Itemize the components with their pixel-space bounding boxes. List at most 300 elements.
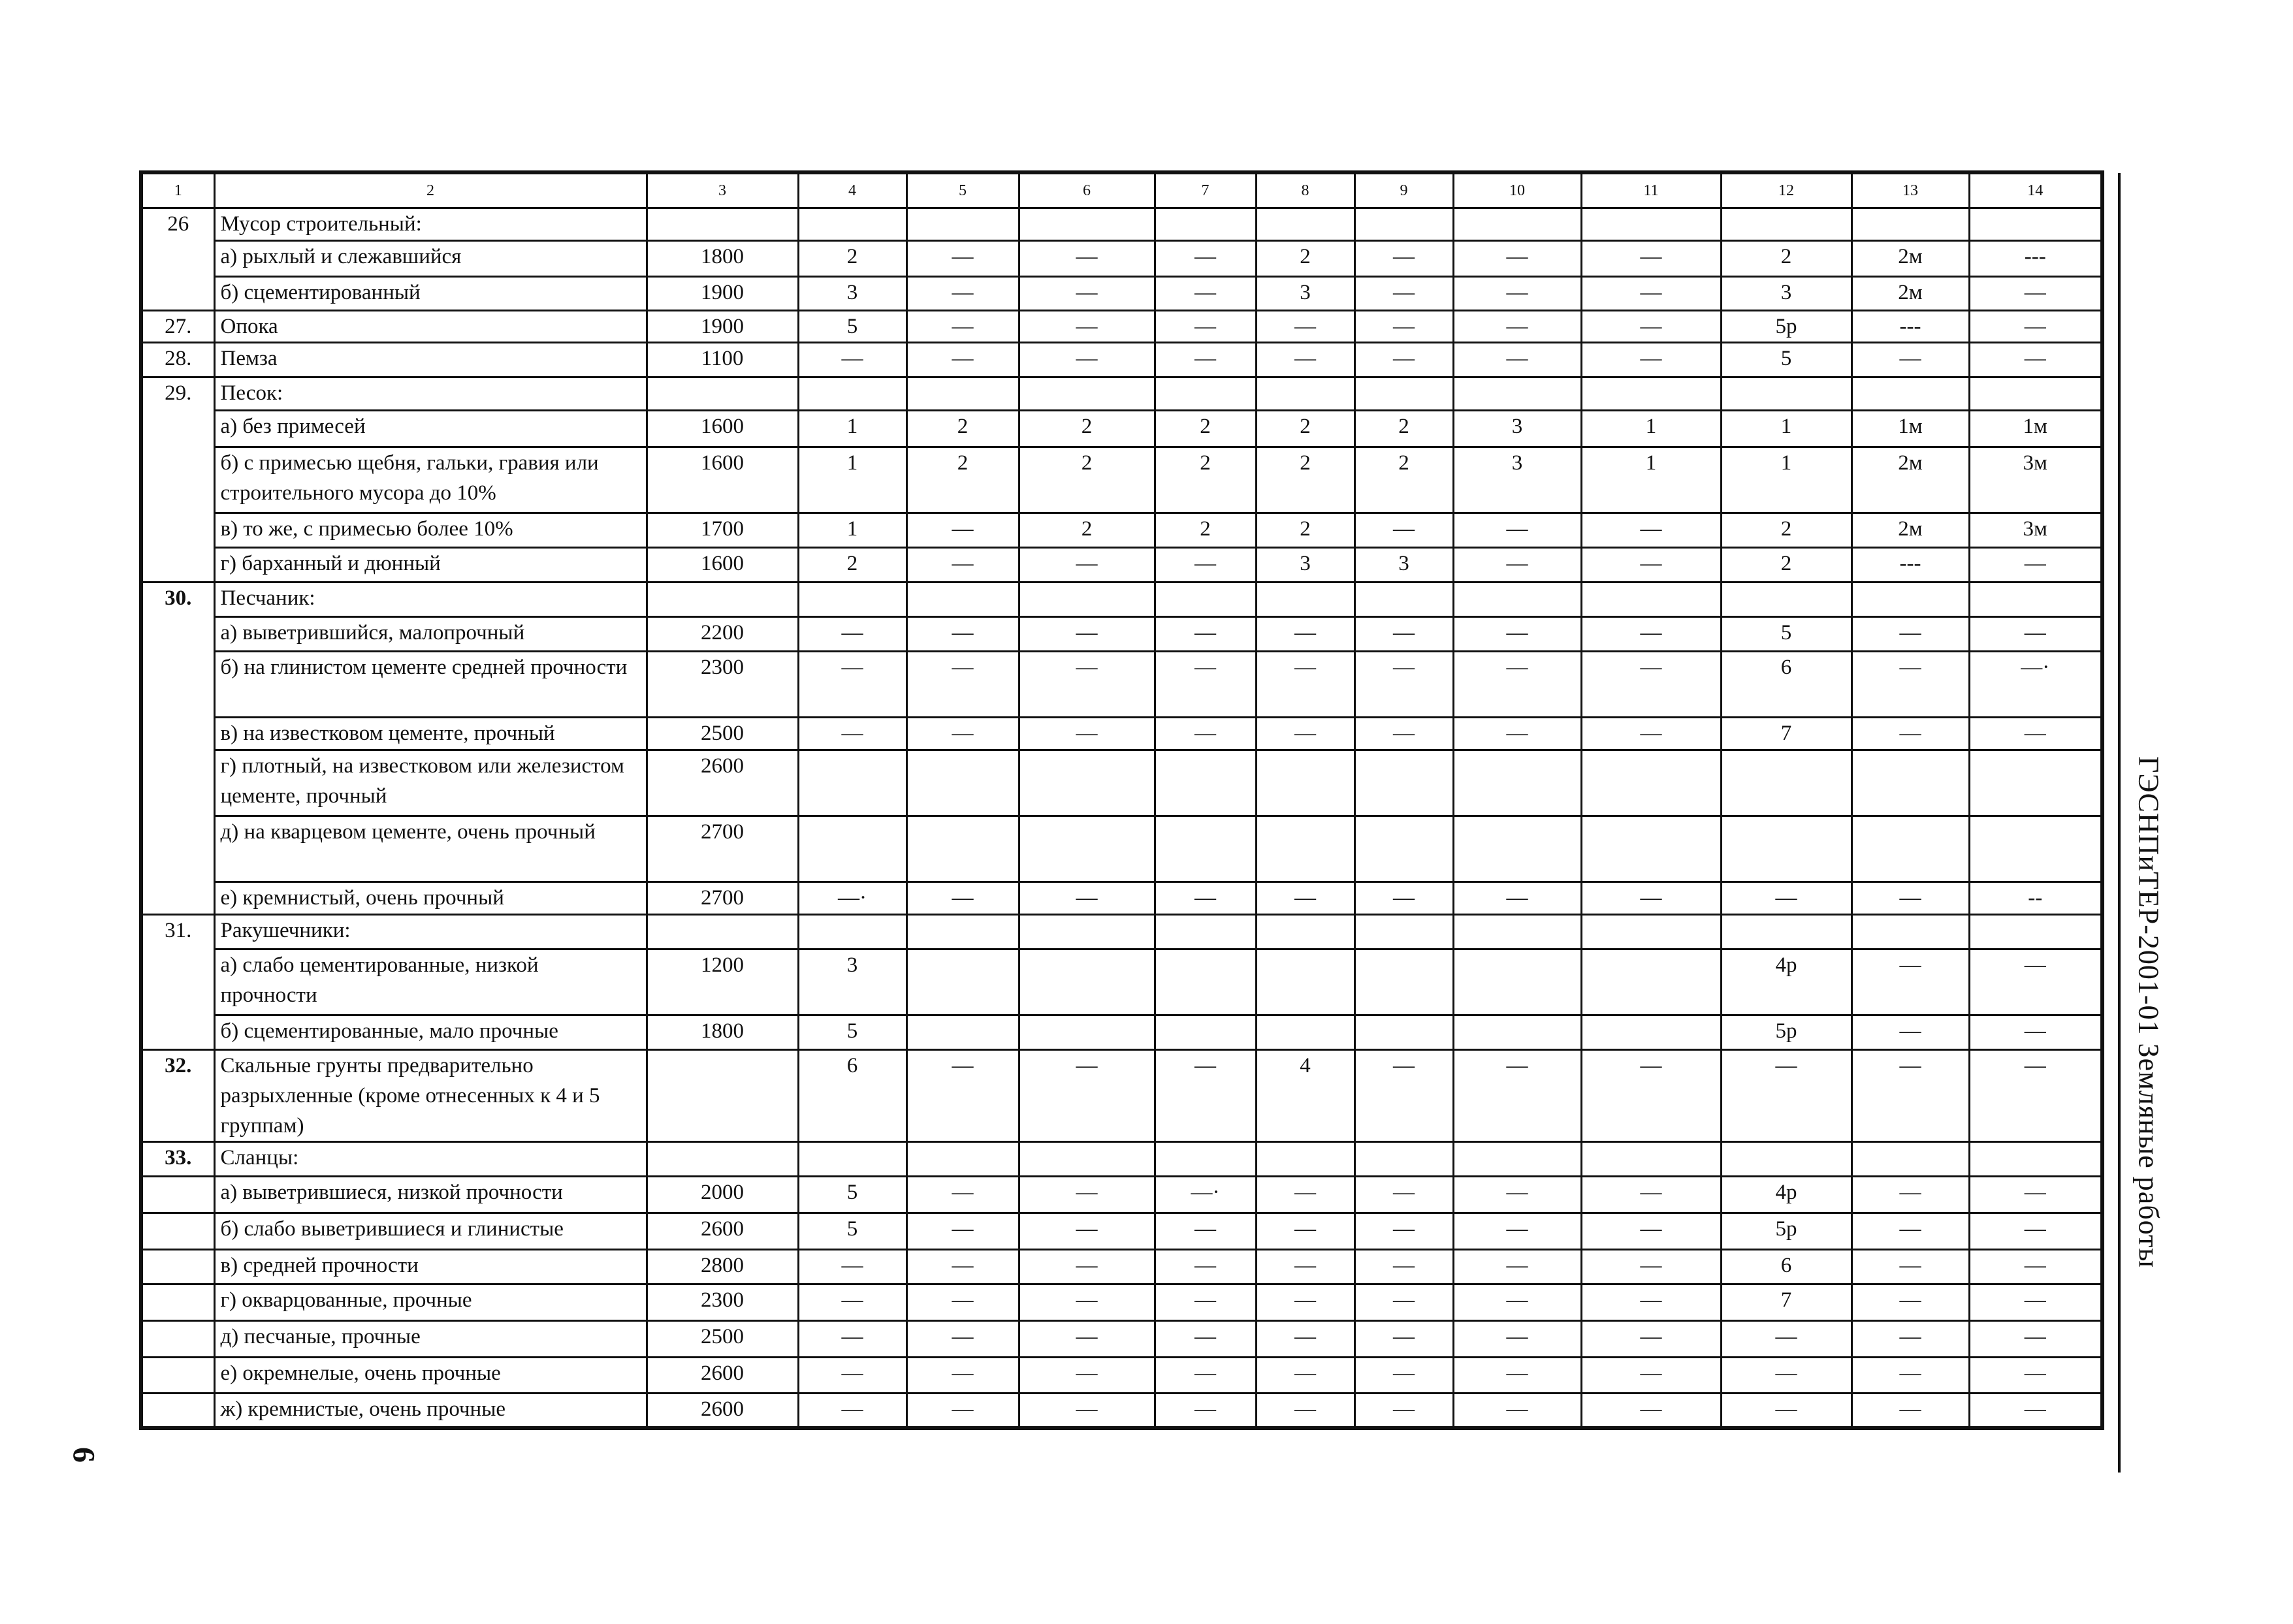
group-value-cell: — [1852,1321,1969,1358]
group-value-cell: 2 [798,548,906,582]
group-value-cell: — [1852,882,1969,915]
group-value-cell [1256,582,1355,617]
group-value-cell [906,1142,1019,1177]
row-number-cell: 27. [141,311,214,343]
group-value-cell: — [1155,343,1256,377]
group-value-cell [1721,1142,1852,1177]
group-value-cell: — [1581,311,1721,343]
group-value-cell [798,816,906,882]
group-value-cell [1852,750,1969,816]
group-value-cell [1581,582,1721,617]
group-value-cell: — [1355,311,1453,343]
group-value-cell: — [1453,343,1581,377]
group-value-cell: 2 [1256,241,1355,277]
density-cell: 1200 [647,949,798,1015]
group-value-cell: — [1019,652,1155,718]
group-value-cell [1581,949,1721,1015]
group-value-cell: -- [1969,882,2102,915]
table-row [141,949,2102,1015]
density-cell: 2300 [647,1284,798,1321]
table-row [141,750,2102,816]
group-value-cell: — [798,1284,906,1321]
table-row [141,582,2102,617]
group-value-cell: 2 [1256,447,1355,513]
group-value-cell: — [1453,718,1581,750]
group-value-cell: 5р [1721,311,1852,343]
group-value-cell: 1 [1581,411,1721,447]
group-value-cell: — [1019,718,1155,750]
group-value-cell: 3м [1969,447,2102,513]
description-cell: д) на кварцевом цементе, очень прочный [214,816,647,882]
group-value-cell: — [1019,1358,1155,1393]
group-value-cell: 3 [1256,548,1355,582]
row-number-cell: 29. [141,377,214,582]
group-value-cell [1155,208,1256,241]
group-value-cell: — [1019,1177,1155,1213]
group-value-cell: 2 [1155,447,1256,513]
group-value-cell: — [1019,548,1155,582]
group-value-cell: — [1453,617,1581,652]
group-value-cell [1453,750,1581,816]
group-value-cell: — [1581,1250,1721,1284]
group-value-cell: — [1453,1050,1581,1142]
group-value-cell: — [1155,1321,1256,1358]
description-cell: б) сцементированные, мало прочные [214,1015,647,1050]
row-number-cell: 32. [141,1050,214,1142]
density-cell: 1600 [647,411,798,447]
group-value-cell [1453,1015,1581,1050]
group-value-cell [1256,1142,1355,1177]
group-value-cell [1581,915,1721,949]
group-value-cell: — [1355,1213,1453,1250]
group-value-cell: 2м [1852,447,1969,513]
group-value-cell [1355,750,1453,816]
group-value-cell [1581,816,1721,882]
group-value-cell [1355,582,1453,617]
group-value-cell [906,1015,1019,1050]
group-value-cell [1581,1142,1721,1177]
description-cell: ж) кремнистые, очень прочные [214,1393,647,1428]
group-value-cell: — [1256,1284,1355,1321]
group-value-cell: — [1256,311,1355,343]
group-value-cell: 5р [1721,1213,1852,1250]
group-value-cell: — [798,343,906,377]
group-value-cell: 1м [1969,411,2102,447]
row-number-cell: 26 [141,208,214,311]
group-value-cell: — [1969,1250,2102,1284]
group-value-cell: 5 [798,1177,906,1213]
group-value-cell [1019,377,1155,411]
group-value-cell: — [1969,1284,2102,1321]
group-value-cell: 4р [1721,1177,1852,1213]
group-value-cell: 5 [798,1213,906,1250]
group-value-cell: 2 [1355,447,1453,513]
group-value-cell [1852,582,1969,617]
group-value-cell [1355,377,1453,411]
description-cell: б) сцементированный [214,277,647,311]
group-value-cell: — [1019,1250,1155,1284]
group-value-cell [906,915,1019,949]
density-cell [647,915,798,949]
description-cell: а) рыхлый и слежавшийся [214,241,647,277]
page-number: 6 [66,1447,101,1463]
group-value-cell: — [906,241,1019,277]
group-value-cell [1019,949,1155,1015]
group-value-cell: 6 [1721,1250,1852,1284]
group-value-cell: — [1969,1015,2102,1050]
group-value-cell: — [1019,1050,1155,1142]
group-value-cell: — [1969,1177,2102,1213]
group-value-cell: — [1355,1321,1453,1358]
group-value-cell: —· [1969,652,2102,718]
description-cell: е) окремнелые, очень прочные [214,1358,647,1393]
group-value-cell: — [1355,1050,1453,1142]
group-value-cell: — [1581,548,1721,582]
group-value-cell: — [1355,241,1453,277]
group-value-cell: — [1453,513,1581,548]
group-value-cell: — [906,548,1019,582]
group-value-cell: — [1581,1177,1721,1213]
group-value-cell: — [1019,882,1155,915]
group-value-cell [1581,377,1721,411]
group-value-cell: — [1256,718,1355,750]
group-value-cell: — [1155,882,1256,915]
group-value-cell: — [1256,1358,1355,1393]
group-value-cell: 2 [1355,411,1453,447]
density-cell: 1100 [647,343,798,377]
group-value-cell: 2 [1256,513,1355,548]
group-value-cell: — [906,882,1019,915]
group-value-cell: 2м [1852,513,1969,548]
description-cell: Песчаник: [214,582,647,617]
group-value-cell: — [906,617,1019,652]
group-value-cell [906,582,1019,617]
group-value-cell: — [1155,548,1256,582]
group-value-cell [798,208,906,241]
group-value-cell: — [1155,1250,1256,1284]
group-value-cell [798,1142,906,1177]
group-value-cell: — [906,1050,1019,1142]
group-value-cell: — [1355,513,1453,548]
group-value-cell: 2 [1721,513,1852,548]
column-number: 4 [798,172,906,208]
group-value-cell: 7 [1721,718,1852,750]
table-row [141,915,2102,949]
group-value-cell [1019,582,1155,617]
column-number: 11 [1581,172,1721,208]
group-value-cell [1256,949,1355,1015]
group-value-cell: — [906,343,1019,377]
density-cell: 2500 [647,718,798,750]
density-cell: 2700 [647,816,798,882]
group-value-cell: — [906,652,1019,718]
column-number: 9 [1355,172,1453,208]
group-value-cell: 2м [1852,241,1969,277]
density-cell: 2600 [647,1213,798,1250]
group-value-cell [1355,915,1453,949]
group-value-cell: — [1155,1358,1256,1393]
group-value-cell: — [1581,513,1721,548]
group-value-cell [1721,208,1852,241]
group-value-cell: 3 [1453,411,1581,447]
column-number: 6 [1019,172,1155,208]
group-value-cell: 2 [1019,411,1155,447]
group-value-cell: — [1453,1393,1581,1428]
table-row [141,513,2102,548]
group-value-cell: —· [798,882,906,915]
table-row [141,652,2102,718]
density-cell [647,582,798,617]
row-number-cell [141,1321,214,1358]
description-cell: в) средней прочности [214,1250,647,1284]
group-value-cell [1019,816,1155,882]
column-number: 14 [1969,172,2102,208]
column-number: 13 [1852,172,1969,208]
group-value-cell: — [1581,1050,1721,1142]
group-value-cell: 3 [1453,447,1581,513]
group-value-cell: — [1453,311,1581,343]
group-value-cell: — [1256,343,1355,377]
row-number-cell [141,1393,214,1428]
density-cell: 1800 [647,1015,798,1050]
column-number-row [141,172,2102,208]
table-row [141,241,2102,277]
group-value-cell: — [1969,617,2102,652]
group-value-cell: — [1355,617,1453,652]
group-value-cell: 2 [1155,513,1256,548]
table-row [141,208,2102,241]
group-value-cell: — [1155,1050,1256,1142]
group-value-cell: — [1581,652,1721,718]
row-number-cell [141,1358,214,1393]
group-value-cell: — [1256,652,1355,718]
group-value-cell: — [906,311,1019,343]
group-value-cell: 5 [798,1015,906,1050]
side-title: ГЭСНПиТЕР-2001-01 Земляные работы [2132,756,2165,1268]
group-value-cell [1355,1015,1453,1050]
group-value-cell: — [1453,548,1581,582]
group-value-cell: — [1355,1393,1453,1428]
group-value-cell [1355,1142,1453,1177]
group-value-cell [1969,1142,2102,1177]
group-value-cell: 5р [1721,1015,1852,1050]
group-value-cell: --- [1852,311,1969,343]
table-row [141,343,2102,377]
group-value-cell: — [906,718,1019,750]
group-value-cell: 2 [1019,447,1155,513]
group-value-cell: — [1581,1393,1721,1428]
density-cell: 1600 [647,548,798,582]
group-value-cell: — [1581,343,1721,377]
group-value-cell: — [906,1284,1019,1321]
group-value-cell: — [906,1321,1019,1358]
group-value-cell: — [1969,311,2102,343]
density-cell: 1900 [647,311,798,343]
group-value-cell [1721,750,1852,816]
group-value-cell: — [1852,1250,1969,1284]
density-cell: 1700 [647,513,798,548]
group-value-cell: — [1581,1321,1721,1358]
group-value-cell: 5 [1721,617,1852,652]
group-value-cell [1155,377,1256,411]
group-value-cell: 3м [1969,513,2102,548]
group-value-cell: — [906,1393,1019,1428]
group-value-cell: — [1721,1393,1852,1428]
group-value-cell [1155,816,1256,882]
group-value-cell [1256,208,1355,241]
group-value-cell [1155,949,1256,1015]
group-value-cell [906,816,1019,882]
group-value-cell [1453,377,1581,411]
table-row [141,718,2102,750]
table-row [141,311,2102,343]
group-value-cell: — [798,718,906,750]
group-value-cell [906,208,1019,241]
description-cell: а) слабо цементированные, низкой прочности [214,949,647,1015]
group-value-cell: — [1581,617,1721,652]
group-value-cell: 6 [1721,652,1852,718]
group-value-cell: 1 [1721,411,1852,447]
group-value-cell [1256,915,1355,949]
group-value-cell: — [1355,718,1453,750]
group-value-cell: 2 [1019,513,1155,548]
group-value-cell [1453,816,1581,882]
table-row [141,447,2102,513]
group-value-cell: 5 [1721,343,1852,377]
group-value-cell: — [1721,1358,1852,1393]
group-value-cell: — [1969,1358,2102,1393]
group-value-cell: 4р [1721,949,1852,1015]
group-value-cell [1453,949,1581,1015]
group-value-cell: 2 [1721,241,1852,277]
group-value-cell: — [1155,311,1256,343]
group-value-cell: — [1355,1284,1453,1321]
group-value-cell: — [1155,1213,1256,1250]
density-cell [647,377,798,411]
group-value-cell [1256,377,1355,411]
table-row [141,1213,2102,1250]
column-number: 5 [906,172,1019,208]
group-value-cell: — [1355,343,1453,377]
description-cell: в) на известковом цементе, прочный [214,718,647,750]
group-value-cell: 3 [1355,548,1453,582]
group-value-cell: — [1969,277,2102,311]
group-value-cell: — [1581,882,1721,915]
density-cell: 2500 [647,1321,798,1358]
description-cell: г) плотный, на известковом или железистом цементе, прочный [214,750,647,816]
group-value-cell: — [906,1358,1019,1393]
description-cell: Пемза [214,343,647,377]
group-value-cell [1969,582,2102,617]
group-value-cell [1453,208,1581,241]
column-number: 12 [1721,172,1852,208]
group-value-cell [1852,816,1969,882]
group-value-cell: — [1969,548,2102,582]
group-value-cell: — [1355,1250,1453,1284]
side-rule [2118,173,2121,1473]
group-value-cell: — [1453,1284,1581,1321]
group-value-cell: — [1969,1050,2102,1142]
group-value-cell [1355,816,1453,882]
table-row [141,1358,2102,1393]
description-cell: а) без примесей [214,411,647,447]
group-value-cell: — [1256,1177,1355,1213]
group-value-cell: --- [1852,548,1969,582]
row-number-cell: 28. [141,343,214,377]
group-value-cell: — [1453,1358,1581,1393]
group-value-cell [1721,582,1852,617]
group-value-cell: — [1969,949,2102,1015]
group-value-cell: — [906,513,1019,548]
group-value-cell: — [1355,882,1453,915]
density-cell [647,1050,798,1142]
table-row [141,617,2102,652]
group-value-cell: — [1453,882,1581,915]
group-value-cell: 3 [1721,277,1852,311]
group-value-cell: — [1969,1393,2102,1428]
group-value-cell [1019,1015,1155,1050]
group-value-cell [1155,750,1256,816]
group-value-cell: — [1355,1358,1453,1393]
row-number-cell: 33. [141,1142,214,1177]
group-value-cell [1721,816,1852,882]
group-value-cell: 1 [1721,447,1852,513]
group-value-cell [1355,208,1453,241]
table-row [141,1321,2102,1358]
group-value-cell: 1 [798,513,906,548]
group-value-cell: — [798,1250,906,1284]
group-value-cell: — [1852,617,1969,652]
group-value-cell: 2 [906,411,1019,447]
group-value-cell: — [1852,343,1969,377]
group-value-cell: — [1453,1177,1581,1213]
group-value-cell: — [1852,718,1969,750]
group-value-cell [1852,1142,1969,1177]
group-value-cell: — [798,617,906,652]
group-value-cell [798,750,906,816]
group-value-cell: — [1256,1250,1355,1284]
table-row [141,1015,2102,1050]
group-value-cell: — [1155,241,1256,277]
group-value-cell: — [1019,1393,1155,1428]
group-value-cell: — [1155,617,1256,652]
group-value-cell: — [1155,1284,1256,1321]
group-value-cell: — [798,1393,906,1428]
group-value-cell [1155,1142,1256,1177]
description-cell: а) выветрившиеся, низкой прочности [214,1177,647,1213]
group-value-cell [1453,1142,1581,1177]
row-number-cell: 30. [141,582,214,915]
group-value-cell: — [1969,343,2102,377]
group-value-cell: 4 [1256,1050,1355,1142]
group-value-cell [1852,208,1969,241]
group-value-cell: — [1852,1177,1969,1213]
group-value-cell: 2 [1155,411,1256,447]
description-cell: а) выветрившийся, малопрочный [214,617,647,652]
description-cell: Скальные грунты предварительно разрыхленные (кроме отнесенных к 4 и 5 группам) [214,1050,647,1142]
table-row [141,548,2102,582]
group-value-cell: — [1581,1284,1721,1321]
group-value-cell: — [798,1358,906,1393]
description-cell: в) то же, с примесью более 10% [214,513,647,548]
group-value-cell: — [1019,343,1155,377]
group-value-cell: — [1453,1321,1581,1358]
group-value-cell: — [1256,1213,1355,1250]
group-value-cell [1852,915,1969,949]
group-value-cell: 1 [798,411,906,447]
row-number-cell [141,1284,214,1321]
group-value-cell [798,377,906,411]
